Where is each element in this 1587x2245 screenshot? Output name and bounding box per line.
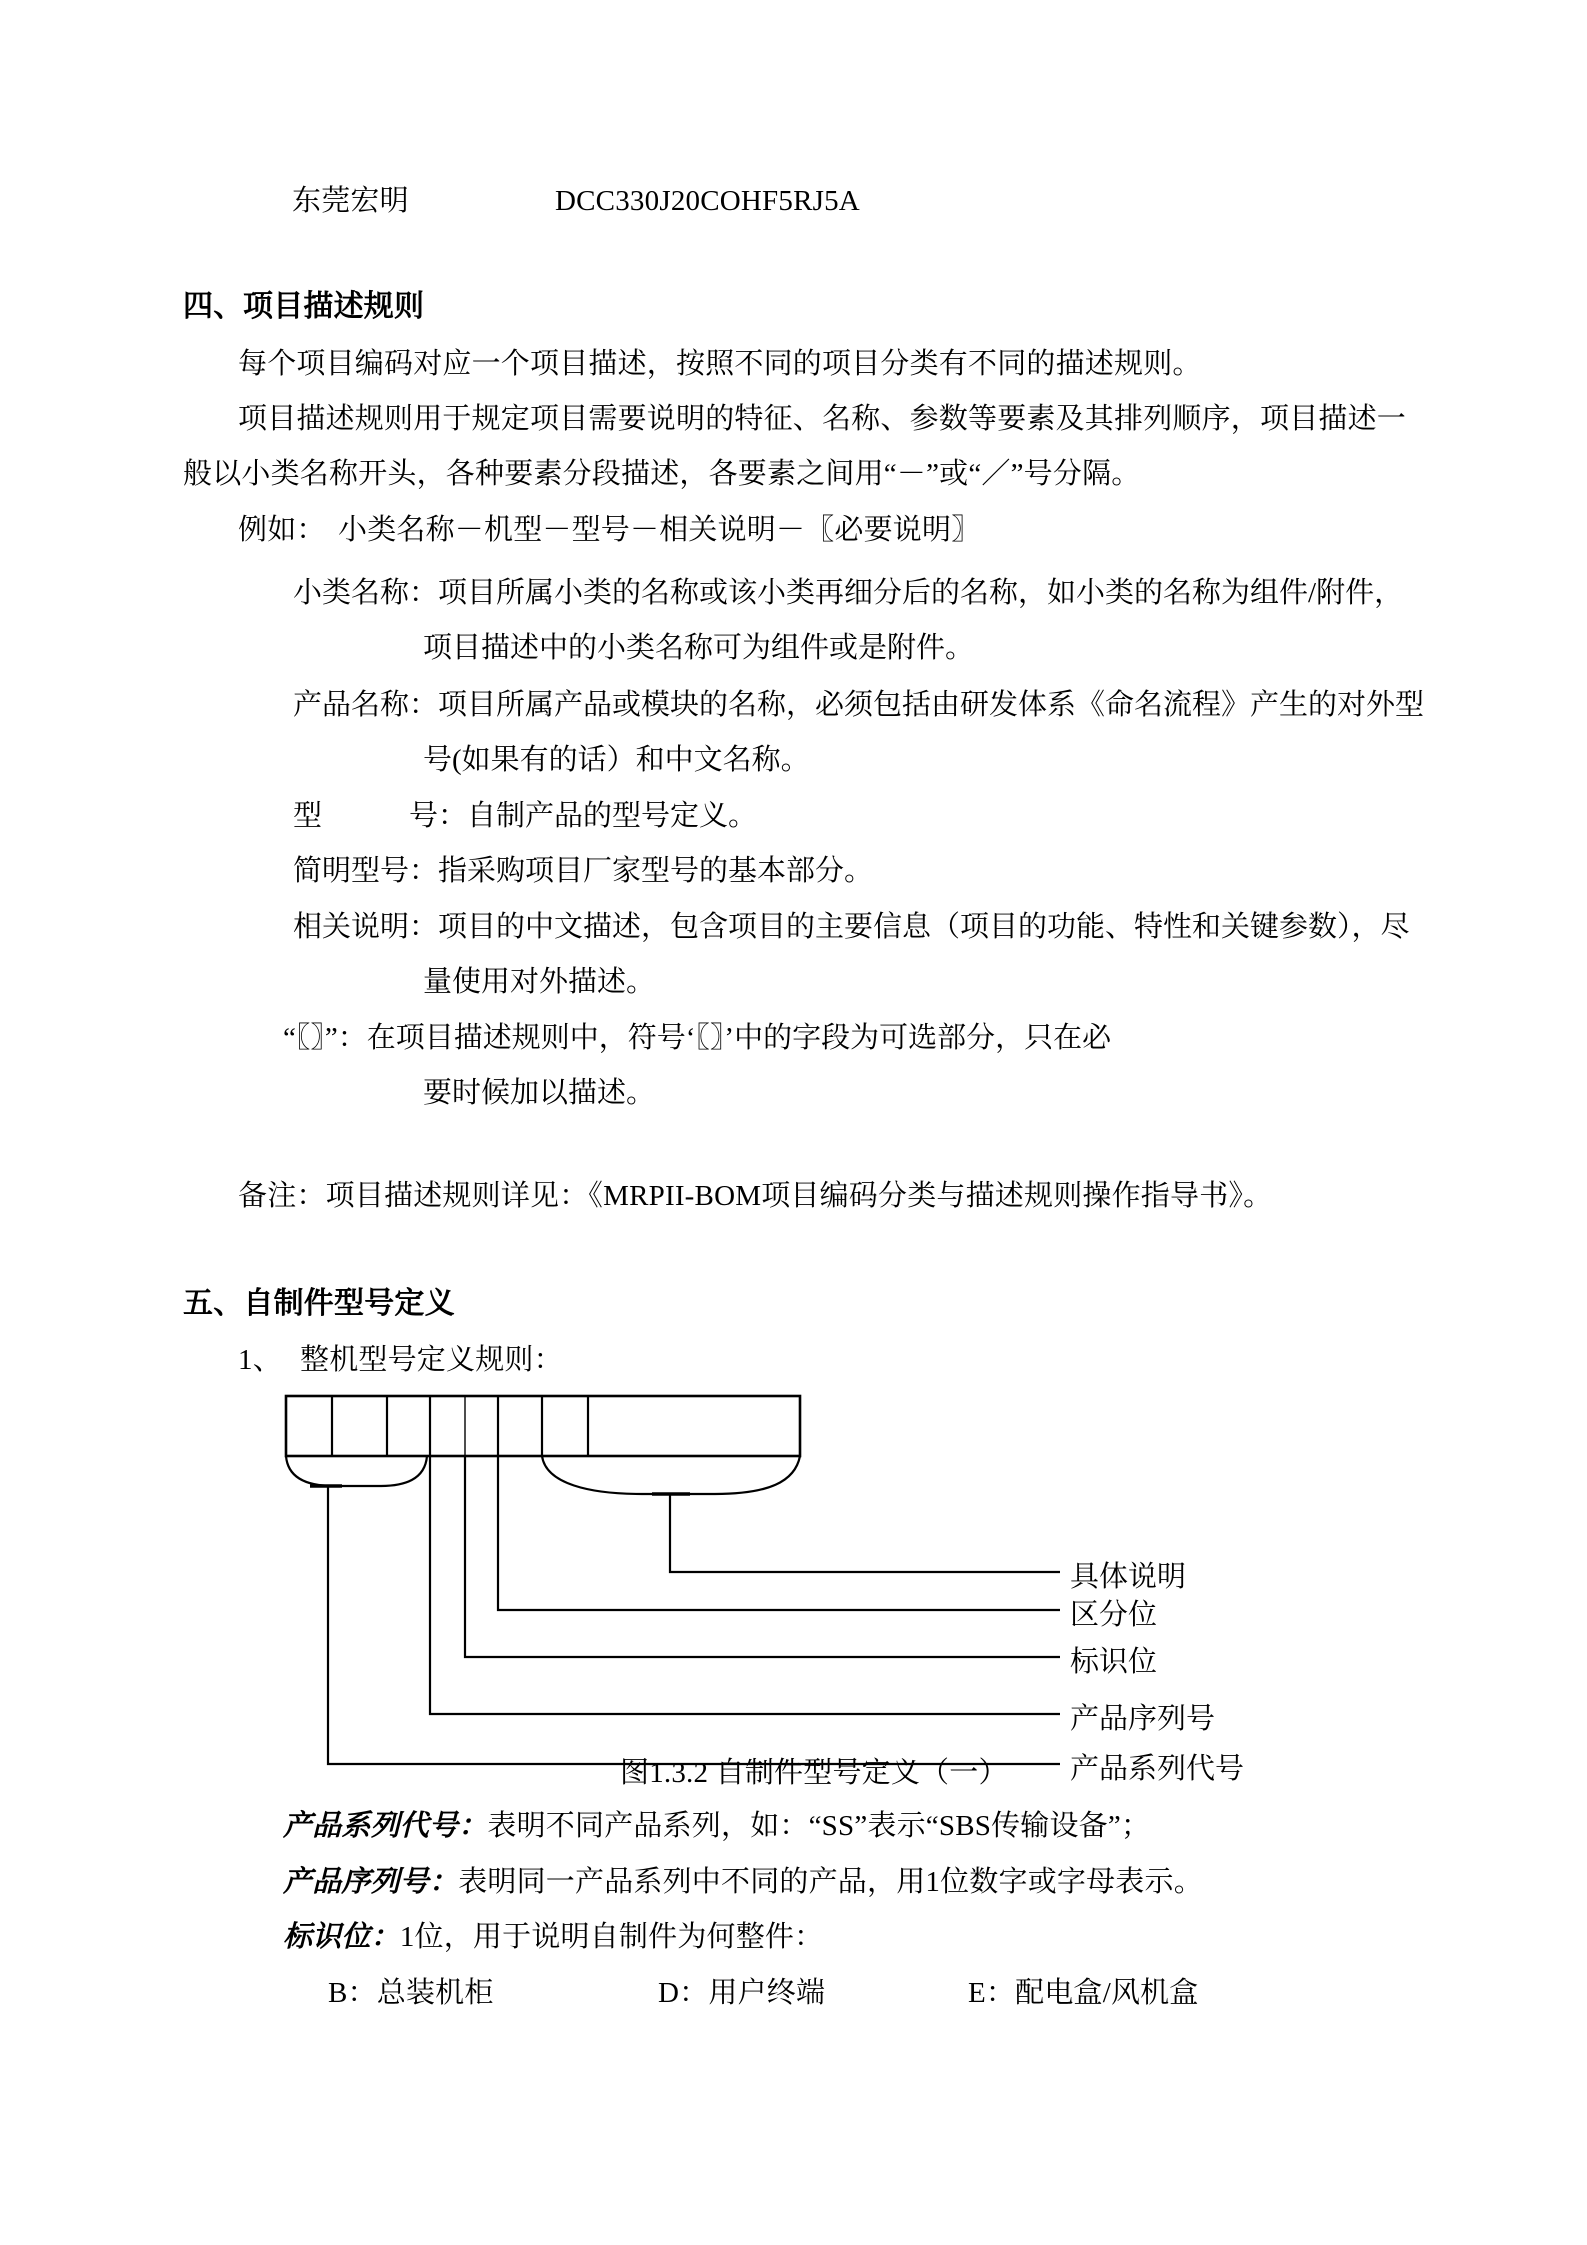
diagram-label-detail-description: 具体说明 <box>1070 1561 1187 1593</box>
explanation-term: 产品序列号： <box>283 1866 459 1898</box>
definition-desc-text: 在项目描述规则中，符号‘〖〗’中的字段为可选部分，只在必 <box>366 1022 1112 1054</box>
remark-note: 备注：项目描述规则详见：《MRPII-BOM项目编码分类与描述规则操作指导书》。 <box>238 1180 1273 1212</box>
definition-term-text: 产品名称： <box>293 689 439 721</box>
definition-term-product-name <box>293 682 1424 723</box>
explanation-term: 标识位： <box>283 1921 400 1953</box>
header-item-code: DCC330J20COHF5RJ5A <box>555 185 860 217</box>
explanation-term: 产品系列代号： <box>283 1810 488 1842</box>
paragraph-2-line-2: 般以小类名称开头，各种要素分段描述，各要素之间用“－”或“／”号分隔。 <box>183 458 1141 490</box>
definition-term-subcategory-name <box>293 570 1403 611</box>
definition-desc-text: 项目的中文描述，包含项目的主要信息（项目的功能、特性和关键参数），尽 <box>438 911 1410 943</box>
definition-term-text: “〖〗”： <box>283 1022 367 1054</box>
definition-term-text: 简明型号： <box>293 855 439 887</box>
section-four-title: 项目描述规则 <box>243 290 425 323</box>
definition-term-text: 小类名称： <box>293 577 439 609</box>
definition-cont-subcategory-name: 项目描述中的小类名称可为组件或是附件。 <box>423 632 975 664</box>
explanation-product-serial-number <box>283 1866 1203 1899</box>
definition-desc-text: 自制产品的型号定义。 <box>467 800 758 832</box>
definition-term-short-model <box>293 848 873 889</box>
identifier-code-b: B：总装机柜 <box>328 1977 494 2009</box>
explanation-text: 表明不同产品系列，如：“SS”表示“SBS传输设备”； <box>487 1810 1151 1842</box>
section-five-title: 五、自制件型号定义 <box>183 1287 455 1320</box>
explanation-identifier-bit <box>283 1921 823 1954</box>
diagram-label-identifier-bit: 标识位 <box>1070 1646 1158 1678</box>
definition-term-related-desc <box>293 904 1410 945</box>
definition-cont-related-desc: 量使用对外描述。 <box>423 966 656 998</box>
definition-term-optional-bracket <box>283 1015 1111 1056</box>
definition-desc-text: 指采购项目厂家型号的基本部分。 <box>438 855 874 887</box>
example-body: 小类名称－机型－型号－相关说明－〖必要说明〗 <box>338 514 981 546</box>
item-1-title: 整机型号定义规则： <box>300 1344 563 1376</box>
definition-term-model-number <box>293 793 757 834</box>
diagram-label-product-series-code: 产品系列代号 <box>1070 1753 1245 1785</box>
definition-desc-text: 项目所属产品或模块的名称，必须包括由研发体系《命名流程》产生的对外型 <box>438 689 1425 721</box>
section-four-number: 四、 <box>183 290 244 323</box>
item-1-number: 1、 <box>238 1344 282 1376</box>
identifier-code-d: D：用户终端 <box>658 1977 826 2009</box>
explanation-text: 1位，用于说明自制件为何整件： <box>399 1921 824 1953</box>
paragraph-1: 每个项目编码对应一个项目描述，按照不同的项目分类有不同的描述规则。 <box>238 348 1202 380</box>
figure-caption: 图1.3.2 自制件型号定义（一） <box>620 1757 1008 1789</box>
diagram-label-distinguish-bit: 区分位 <box>1070 1599 1158 1631</box>
definition-cont-optional-bracket: 要时候加以描述。 <box>423 1077 656 1109</box>
header-company-name: 东莞宏明 <box>292 185 409 217</box>
paragraph-2-line-1: 项目描述规则用于规定项目需要说明的特征、名称、参数等要素及其排列顺序，项目描述一 <box>238 403 1407 435</box>
explanation-text: 表明同一产品系列中不同的产品，用1位数字或字母表示。 <box>458 1866 1203 1898</box>
definition-term-text: 相关说明： <box>293 911 439 943</box>
identifier-code-e: E：配电盒/风机盒 <box>968 1977 1199 2009</box>
definition-term-text: 型 号： <box>293 800 468 832</box>
explanation-product-series-code <box>283 1810 1150 1843</box>
diagram-label-product-serial-number: 产品序列号 <box>1070 1703 1216 1735</box>
example-label: 例如： <box>238 514 326 546</box>
definition-cont-product-name: 号(如果有的话）和中文名称。 <box>423 744 810 776</box>
definition-desc-text: 项目所属小类的名称或该小类再细分后的名称，如小类的名称为组件/附件， <box>438 577 1404 609</box>
